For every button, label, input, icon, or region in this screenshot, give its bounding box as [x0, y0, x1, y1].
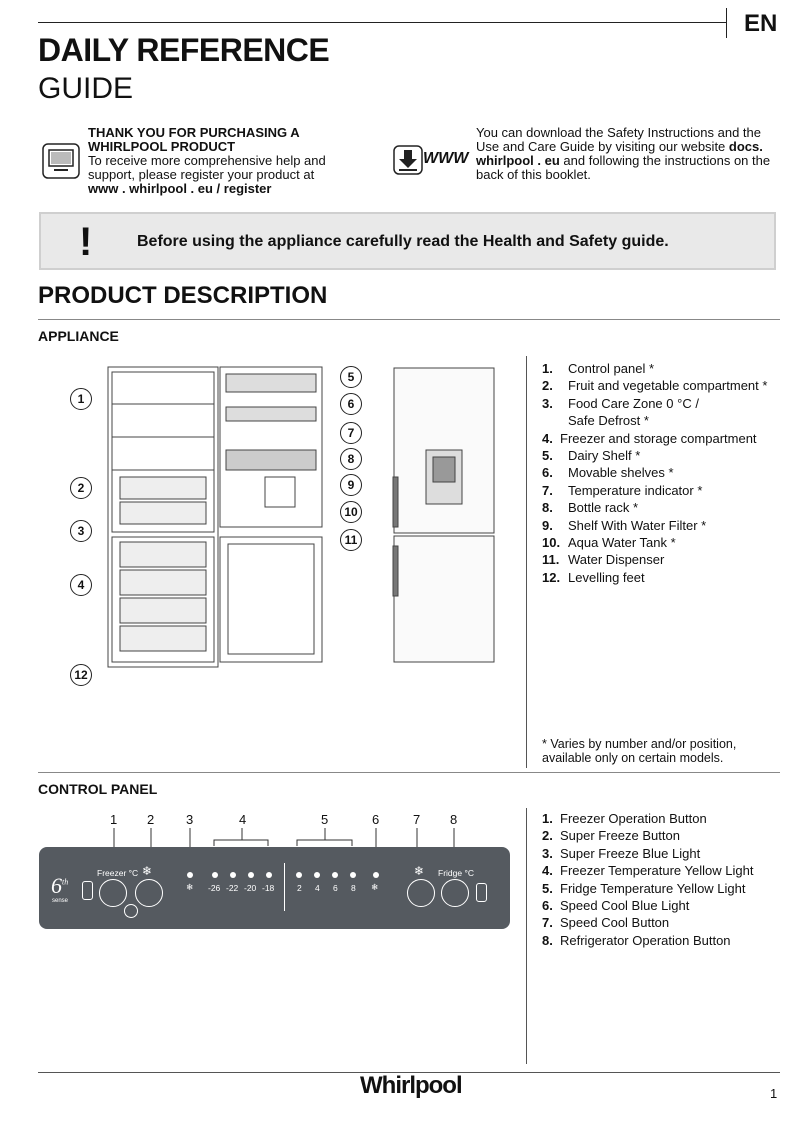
list-item: 2. Fruit and vegetable compartment *: [542, 378, 768, 394]
callout-11: 11: [340, 529, 362, 551]
speed-cool-light-icon: ❄: [371, 882, 379, 892]
list-item: 5. Fridge Temperature Yellow Light: [542, 880, 746, 896]
freezer-temp-value: -22: [226, 883, 239, 893]
page-title: DAILY REFERENCE: [38, 32, 330, 68]
fridge-temp-value: 6: [333, 883, 338, 893]
speed-cool-icon: ❄: [414, 864, 425, 878]
page-subtitle: GUIDE: [38, 72, 134, 105]
callout-12: 12: [70, 664, 92, 686]
fridge-temp-light: [296, 872, 302, 878]
section-rule: [38, 772, 780, 773]
warning-icon: !: [79, 220, 93, 264]
list-item: 4. Freezer and storage compartment: [542, 430, 757, 446]
whirlpool-logo: Whirlpool: [360, 1072, 462, 1099]
list-item: 8. Refrigerator Operation Button: [542, 932, 731, 948]
list-item: 6. Speed Cool Blue Light: [542, 898, 690, 914]
top-rule: [38, 22, 726, 23]
super-freeze-light-icon: ❄: [186, 882, 194, 892]
control-panel-heading: CONTROL PANEL: [38, 781, 158, 797]
freezer-label: Freezer °C: [97, 868, 139, 878]
panel-divider: [284, 863, 285, 911]
thank-you-heading: THANK YOU FOR PURCHASING A WHIRLPOOL PRODUCT: [88, 125, 300, 154]
control-panel-display: [39, 847, 510, 929]
sixth-sense-label: sense: [52, 898, 69, 904]
appliance-heading: APPLIANCE: [38, 328, 119, 344]
appliance-illustration: [90, 362, 500, 672]
fridge-temp-light: [350, 872, 356, 878]
language-code: EN: [744, 10, 778, 37]
freezer-temp-light: [212, 872, 218, 878]
callout-5: 5: [340, 366, 362, 388]
download-www-icon: [393, 145, 475, 177]
list-item: 3. Super Freeze Blue Light: [542, 845, 701, 861]
freezer-temp-light: [248, 872, 254, 878]
download-info: [476, 126, 786, 182]
freezer-door-icon: [82, 881, 93, 900]
callout-4: 4: [70, 574, 92, 596]
list-item: 6. Movable shelves *: [542, 465, 674, 481]
super-freeze-button[interactable]: [135, 879, 163, 907]
list-item: 8. Bottle rack *: [542, 500, 639, 516]
thank-you-block: [88, 126, 348, 196]
callout-1: 1: [70, 388, 92, 410]
callout-6: 6: [340, 393, 362, 415]
list-item: 5. Dairy Shelf *: [542, 448, 641, 464]
fridge-temp-value: 4: [315, 883, 320, 893]
header-separator: [726, 8, 727, 38]
www-label: WWW: [423, 150, 469, 167]
freezer-temp-value: -18: [262, 883, 275, 893]
register-link[interactable]: www . whirlpool . eu / register: [88, 181, 272, 196]
list-item: 1. Freezer Operation Button: [542, 811, 707, 826]
docs-link[interactable]: docs. whirlpool . eu: [476, 139, 763, 168]
legend-divider: [526, 356, 527, 768]
safety-notice: [39, 212, 776, 270]
list-item: Safe Defrost *: [568, 413, 649, 429]
legend-divider: [526, 808, 527, 1064]
freezer-temp-value: -20: [244, 883, 257, 893]
footnote: * Varies by number and/or position, available only on certain models.: [542, 737, 737, 765]
safety-notice-text: Before using the appliance carefully read the Health and Safety guide.: [137, 233, 669, 250]
refrigerator-operation-button[interactable]: [441, 879, 469, 907]
download-text-end: and following the instructions on the back of this booklet.: [476, 153, 771, 182]
freezer-operation-button[interactable]: [99, 879, 127, 907]
callout-2: 2: [70, 477, 92, 499]
sixth-sense-logo: 6th: [51, 873, 69, 898]
callout-3: 3: [70, 520, 92, 542]
list-item: 4. Freezer Temperature Yellow Light: [542, 863, 754, 879]
list-item: 3. Food Care Zone 0 °C /: [542, 395, 699, 411]
fridge-temp-value: 2: [297, 883, 302, 893]
freezer-temp-light: [230, 872, 236, 878]
control-panel-legend: [542, 810, 753, 949]
section-rule: [38, 319, 780, 320]
power-icon: [124, 904, 138, 918]
super-freeze-icon: ❄: [142, 864, 153, 878]
list-item: 10. Aqua Water Tank *: [542, 535, 676, 551]
fridge-temp-value: 8: [351, 883, 356, 893]
speed-cool-button[interactable]: [407, 879, 435, 907]
callout-10: 10: [340, 501, 362, 523]
list-item: 9. Shelf With Water Filter *: [542, 517, 707, 533]
fridge-door-icon: [476, 883, 487, 902]
thank-you-text: To receive more comprehensive help and support, please register your product at: [88, 153, 326, 182]
fridge-temp-light: [332, 872, 338, 878]
list-item: 12. Levelling feet: [542, 569, 645, 585]
freezer-temp-light: [266, 872, 272, 878]
list-item: 7. Speed Cool Button: [542, 915, 670, 931]
computer-monitor-icon: [42, 143, 80, 184]
freezer-temp-value: -26: [208, 883, 221, 893]
list-item: 11. Water Dispenser: [542, 552, 665, 568]
fridge-temp-light: [314, 872, 320, 878]
list-item: 2. Super Freeze Button: [542, 828, 680, 844]
list-item: 7. Temperature indicator *: [542, 482, 703, 498]
callout-8: 8: [340, 448, 362, 470]
list-item: 1. Control panel *: [542, 361, 654, 376]
fridge-label: Fridge °C: [438, 868, 474, 878]
product-description-heading: PRODUCT DESCRIPTION: [38, 282, 328, 309]
page-number: 1: [770, 1086, 778, 1101]
download-text: You can download the Safety Instructions and the Use and Care Guide by visiting our website: [476, 125, 761, 154]
callout-7: 7: [340, 422, 362, 444]
super-freeze-blue-light: [187, 872, 193, 878]
callout-9: 9: [340, 474, 362, 496]
appliance-legend: [542, 360, 767, 586]
speed-cool-blue-light: [373, 872, 379, 878]
